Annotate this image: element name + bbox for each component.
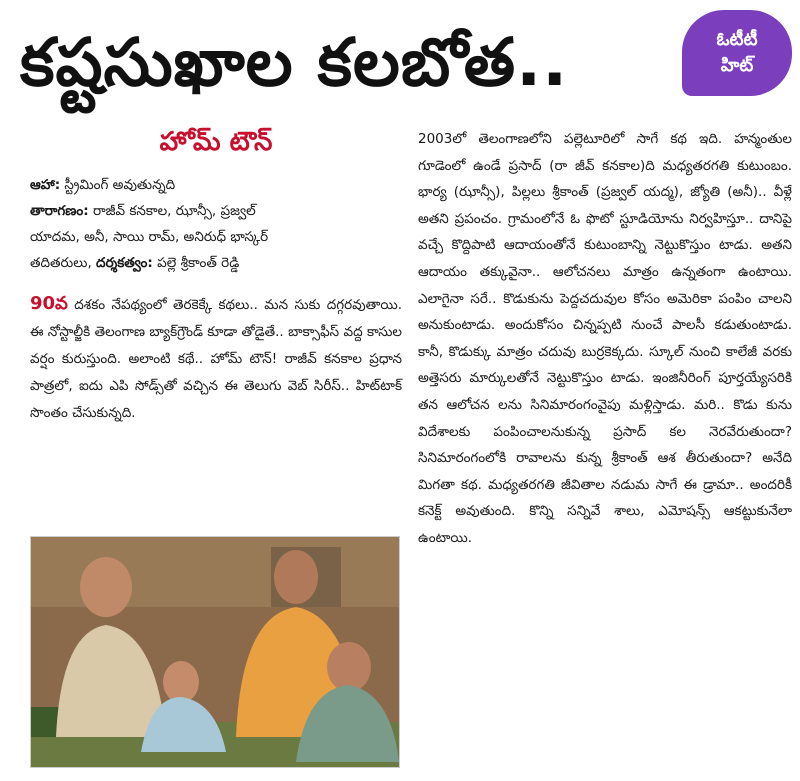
cast-photo bbox=[30, 536, 400, 768]
right-column bbox=[418, 126, 792, 552]
director-value: పల్లె శ్రీకాంత్ రెడ్డి bbox=[152, 255, 240, 271]
section-title: హోమ్ టౌన్ bbox=[159, 127, 273, 157]
headline: కష్టసుఖాల కలబోత.. bbox=[20, 24, 569, 101]
cast-director-line bbox=[30, 250, 402, 276]
intro-paragraph bbox=[30, 290, 402, 427]
left-column bbox=[30, 122, 402, 427]
cast-value-1: రాజీవ్ కనకాల, ఝాన్సీ, ప్రజ్వల్ bbox=[88, 203, 256, 219]
intro-dropcap: 90వ bbox=[30, 293, 68, 314]
intro-text: దశకం నేపథ్యంలో తెరకెక్కే కథలు.. మన సుకు దగ్గరవుతాయి. ఈ నోస్టాల్జీకి తెలంగాణ బ్యాక్‌గ్రౌండ్ కూడా తోడైతే.. బాక్సాఫీస్ వద్ద కాసుల వర్షం కురుస్తుంది. అలాంటి కథే.. హోమ్ టౌన్! రాజీవ్ కనకాల ప్రధాన పాత్రలో, ఐదు ఎపి సోడ్స్‌తో వచ్చిన ఈ తెలుగు వెబ్ సిరీస్.. హిట్‌టాక్ సొంతం చేసుకున్నది. bbox=[30, 297, 402, 421]
body-text: 2003లో తెలంగాణలోని పల్లెటూరిలో సాగే కథ ఇది. హన్మంతుల గూడెంలో ఉండే ప్రసాద్ (రా జీవ్ కనకాల)ది మధ్యతరగతి కుటుంబం. భార్య (ఝాన్సీ), పిల్లలు శ్రీకాంత్ (ప్రజ్వల్ యద్మ), జ్యోతి (అనీ).. వీళ్లే అతని ప్రపంచం. గ్రామంలోనే ఓ ఫొటో స్టూడియోను నిర్వహిస్తూ.. దానిపై వచ్చే కొద్దిపాటి ఆదాయంతోనే కుటుంబాన్ని నెట్టుకొస్తుం టాడు. అతని ఆదాయం తక్కువైనా.. ఆలోచనలు మాత్రం ఉన్నతంగా ఉంటాయి. ఎలాగైనా సరే.. కొడుకును పెద్దచదువుల కోసం అమెరికా పంపిం చాలని అనుకుంటాడు. అందుకోసం చిన్నప్పటి నుంచే పాలసీ కడుతుంటాడు. కానీ, కొడుక్కు మాత్రం చదువు బుర్రకెక్కదు. స్కూల్ నుంచి కాలేజీ వరకు అత్తెసరు మార్కులతోనే నెట్టుకొస్తుం టాడు. ఇంజినీరింగ్ పూర్తయ్యేసరికి తన ఆలోచన లను సినిమారంగంవైపు మళ్లిస్తాడు. మరి.. కొడు కును విదేశాలకు పంపించాలనుకున్న ప్రసాద్ కల నెరవేరుతుందా? సినిమారంగంలోకి రావాలను కున్న శ్రీకాంత్ ఆశ తీరుతుందా? అనేది మిగతా కథ. మధ్యతరగతి జీవితాల నడుమ సాగే ఈ డ్రామా.. అందరికీ కనెక్ట్ అవుతుంది. కొన్ని సన్నివే శాలు, ఎమోషన్స్ ఆకట్టుకునేలా ఉంటాయి. bbox=[418, 131, 792, 546]
director-label: దర్శకత్వం: bbox=[96, 255, 153, 271]
cast-line-1 bbox=[30, 198, 402, 224]
cast-label: తారాగణం: bbox=[30, 203, 89, 219]
platform-label: ఆహా: bbox=[30, 177, 61, 193]
cast-value-3: తదితరులు, bbox=[30, 255, 97, 271]
platform-line bbox=[30, 172, 402, 198]
cast-line-2 bbox=[30, 224, 402, 250]
cast-value-2: యాదమ, అనీ, సాయి రామ్, అనిరుధ్ భాస్కర్ bbox=[30, 229, 269, 245]
badge-line-2: హిట్ bbox=[720, 55, 754, 76]
ott-hit-badge bbox=[682, 10, 792, 96]
badge-line-1: ఓటీటీ bbox=[716, 29, 758, 50]
platform-value: స్ట్రీమింగ్ అవుతున్నది bbox=[60, 177, 176, 193]
cast-photo-illustration bbox=[31, 537, 399, 767]
